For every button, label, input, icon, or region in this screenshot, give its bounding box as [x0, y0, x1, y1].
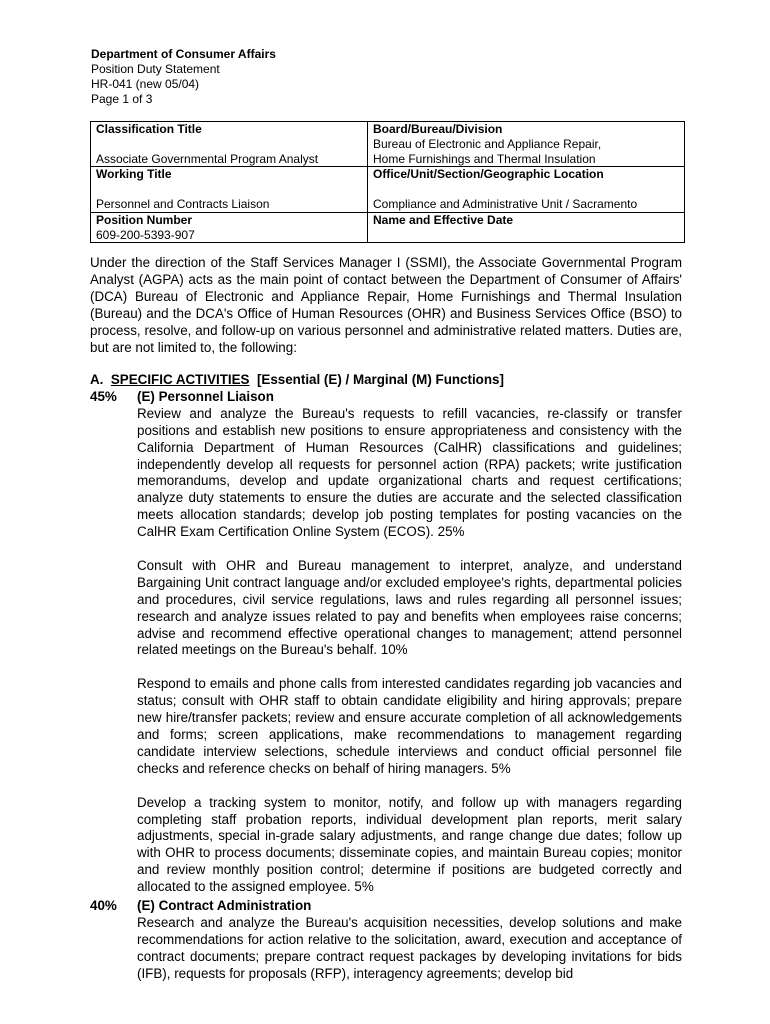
document-header — [91, 47, 276, 107]
board-label: Board/Bureau/Division — [373, 122, 503, 136]
duty-1-header — [90, 389, 682, 406]
working-title-cell — [91, 167, 368, 212]
duty-2-heading: (E) Contract Administration — [137, 898, 312, 913]
duty-1-body — [90, 406, 682, 896]
office-value: Compliance and Administrative Unit / Sacramento — [373, 196, 638, 211]
department-name: Department of Consumer Affairs — [91, 47, 276, 61]
document-title: Position Duty Statement — [91, 62, 220, 76]
duty-2-header — [90, 898, 682, 915]
duty-2-paragraph: Research and analyze the Bureau's acquisition necessities, develop solutions and make recommendations for action relative to the solicitation, award, execution and acceptance of contract documents; prepare contract request packages by developing invitations for bids (IFB), requests for proposals (RFP), interagency agreements; develop bid — [137, 914, 682, 981]
position-number-value: 609-200-5393-907 — [96, 227, 195, 242]
position-number-cell — [91, 212, 368, 243]
name-effective-label: Name and Effective Date — [373, 212, 514, 227]
duty-2 — [90, 898, 682, 983]
duty-1-percent: 45% — [90, 388, 117, 404]
duty-1-paragraph: Review and analyze the Bureau's requests to refill vacancies, re-classify or transfer positions and establish new positions to ensure appropriateness and consistency with the California Department of Human Resources (CalHR) classifications and guidelines; independently develop all requests for personnel action (RPA) packets; write justification memorandums, develop and update organizational charts and request certifications; analyze duty statements to ensure the duties are accurate and the selected classification meets allocation standards; develop job posting templates for posting vacancies on the CalHR Exam Certification Online System (ECOS). 25% — [137, 405, 682, 540]
duty-1-paragraph: Develop a tracking system to monitor, notify, and follow up with managers regarding completing staff probation reports, individual development plan reports, merit salary adjustments, special in-grade salary adjustments, and range change due dates; follow up with OHR to process documents; disseminate copies, and maintain Bureau copies; monitor and review monthly position control; determine if positions are budgeted correctly and allocated to the assigned employee. 5% — [137, 794, 682, 895]
board-value-line1: Bureau of Electronic and Appliance Repair, — [373, 136, 602, 151]
duty-1-heading: (E) Personnel Liaison — [137, 388, 274, 404]
duty-2-percent: 40% — [90, 898, 117, 913]
position-info-table — [90, 121, 685, 243]
form-number: HR-041 (new 05/04) — [91, 77, 200, 91]
classification-title-value: Associate Governmental Program Analyst — [96, 151, 319, 166]
section-a-subtitle: [Essential (E) / Marginal (M) Functions] — [256, 372, 504, 387]
working-title-value: Personnel and Contracts Liaison — [96, 196, 270, 211]
classification-title-label: Classification Title — [96, 122, 202, 136]
page-indicator: Page 1 of 3 — [91, 92, 153, 106]
board-value-line2: Home Furnishings and Thermal Insulation — [373, 151, 596, 166]
duty-1-paragraph: Respond to emails and phone calls from interested candidates regarding job vacancies and status; consult with OHR staff to obtain candidate eligibility and hiring approvals; prepare new hire/transfer packets; review and ensure accurate completion of all acknowledgements and forms; screen applications, make recommendations to management regarding candidate interview selections, schedule interviews and conduct official personnel file checks and reference checks on behalf of hiring managers. 5% — [137, 676, 682, 776]
section-a-heading — [90, 372, 682, 389]
working-title-label: Working Title — [96, 167, 172, 182]
classification-title-cell — [91, 122, 368, 167]
section-a-title: SPECIFIC ACTIVITIES — [110, 372, 250, 387]
intro-paragraph: Under the direction of the Staff Services Manager I (SSMI), the Associate Governmental Program Analyst (AGPA) acts as the main point of contact between the Department of Consumer of Affairs' (DCA) Bureau of Electronic and Appliance Repair, Home Furnishings and Thermal Insulation (Bureau) and the DCA's Office of Human Resources (OHR) and Business Services Office (BSO) to process, resolve, and follow-up on various personnel and administrative related matters. Duties are, but are not limited to, the following: — [90, 255, 682, 355]
board-cell — [368, 122, 685, 167]
position-number-label: Position Number — [96, 212, 193, 227]
office-cell — [368, 167, 685, 212]
name-effective-cell — [368, 212, 685, 243]
duty-1-paragraph: Consult with OHR and Bureau management to interpret, analyze, and understand Bargaining Unit contract language and/or excluded employee's rights, departmental policies and procedures, civil service regulations, laws and rules regarding all personnel issues; research and analyze issues related to pay and benefits when employees raise concerns; advise and recommend effective operational changes to management; attend personnel related meetings on the Bureau's behalf. 10% — [137, 557, 682, 658]
office-label: Office/Unit/Section/Geographic Location — [373, 167, 604, 182]
duty-2-body — [90, 915, 682, 983]
section-a-prefix: A. — [90, 372, 104, 387]
section-a — [90, 372, 682, 913]
